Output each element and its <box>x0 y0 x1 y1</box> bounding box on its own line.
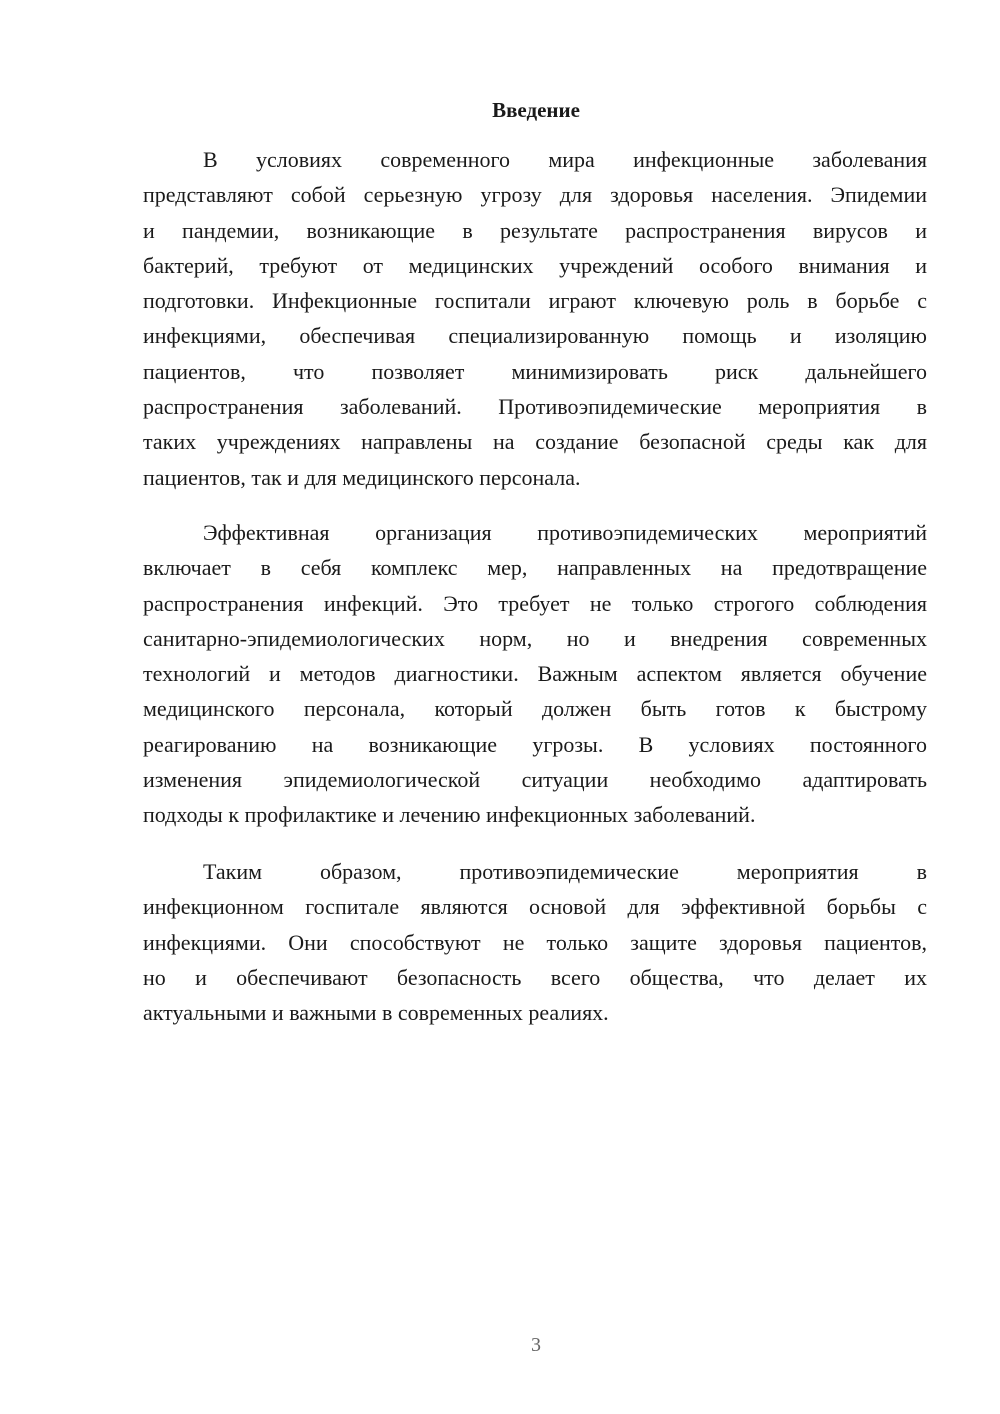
text-line: инфекциями. Они способствуют не только защите здоровья пациентов, <box>143 929 927 955</box>
text-line: пациентов, так и для медицинского персонала. <box>143 464 581 490</box>
text-line: В условиях современного мира инфекционные заболевания <box>203 147 927 172</box>
text-line: представляют собой серьезную угрозу для здоровья населения. Эпидемии <box>143 182 927 208</box>
text-line: включает в себя комплекс мер, направленных на предотвращение <box>143 555 927 581</box>
text-line: санитарно-эпидемиологических норм, но и внедрения современных <box>143 625 927 651</box>
text-line: инфекционном госпитале являются основой для эффективной борьбы с <box>143 894 927 920</box>
page-number: 3 <box>531 1334 541 1356</box>
paragraph-2 <box>143 515 927 833</box>
text-line: инфекциями, обеспечивая специализированную помощь и изоляцию <box>143 323 927 349</box>
text-line: распространения инфекций. Это требует не только строгого соблюдения <box>143 590 927 616</box>
text-line: распространения заболеваний. Противоэпидемические мероприятия в <box>143 394 927 420</box>
paragraph-1 <box>143 142 927 495</box>
text-line: подготовки. Инфекционные госпитали играют ключевую роль в борьбе с <box>143 288 927 314</box>
text-line: технологий и методов диагностики. Важным аспектом является обучение <box>143 661 927 687</box>
text-line: Эффективная организация противоэпидемических мероприятий <box>203 520 927 545</box>
text-line: реагированию на возникающие угрозы. В условиях постоянного <box>143 731 927 757</box>
text-line: бактерий, требуют от медицинских учреждений особого внимания и <box>143 252 927 278</box>
text-line: изменения эпидемиологической ситуации необходимо адаптировать <box>143 767 927 793</box>
text-line: пациентов, что позволяет минимизировать риск дальнейшего <box>143 358 927 384</box>
paragraph-3 <box>143 854 927 1030</box>
text-line: но и обеспечивают безопасность всего общества, что делает их <box>143 964 927 990</box>
text-line: и пандемии, возникающие в результате распространения вирусов и <box>143 217 927 243</box>
text-line: актуальными и важными в современных реалиях. <box>143 1000 609 1026</box>
text-line: таких учреждениях направлены на создание безопасной среды как для <box>143 429 927 455</box>
section-title: Введение <box>492 98 580 122</box>
text-line: медицинского персонала, который должен быть готов к быстрому <box>143 696 927 722</box>
text-line: Таким образом, противоэпидемические мероприятия в <box>203 859 927 884</box>
text-line: подходы к профилактике и лечению инфекционных заболеваний. <box>143 802 756 828</box>
